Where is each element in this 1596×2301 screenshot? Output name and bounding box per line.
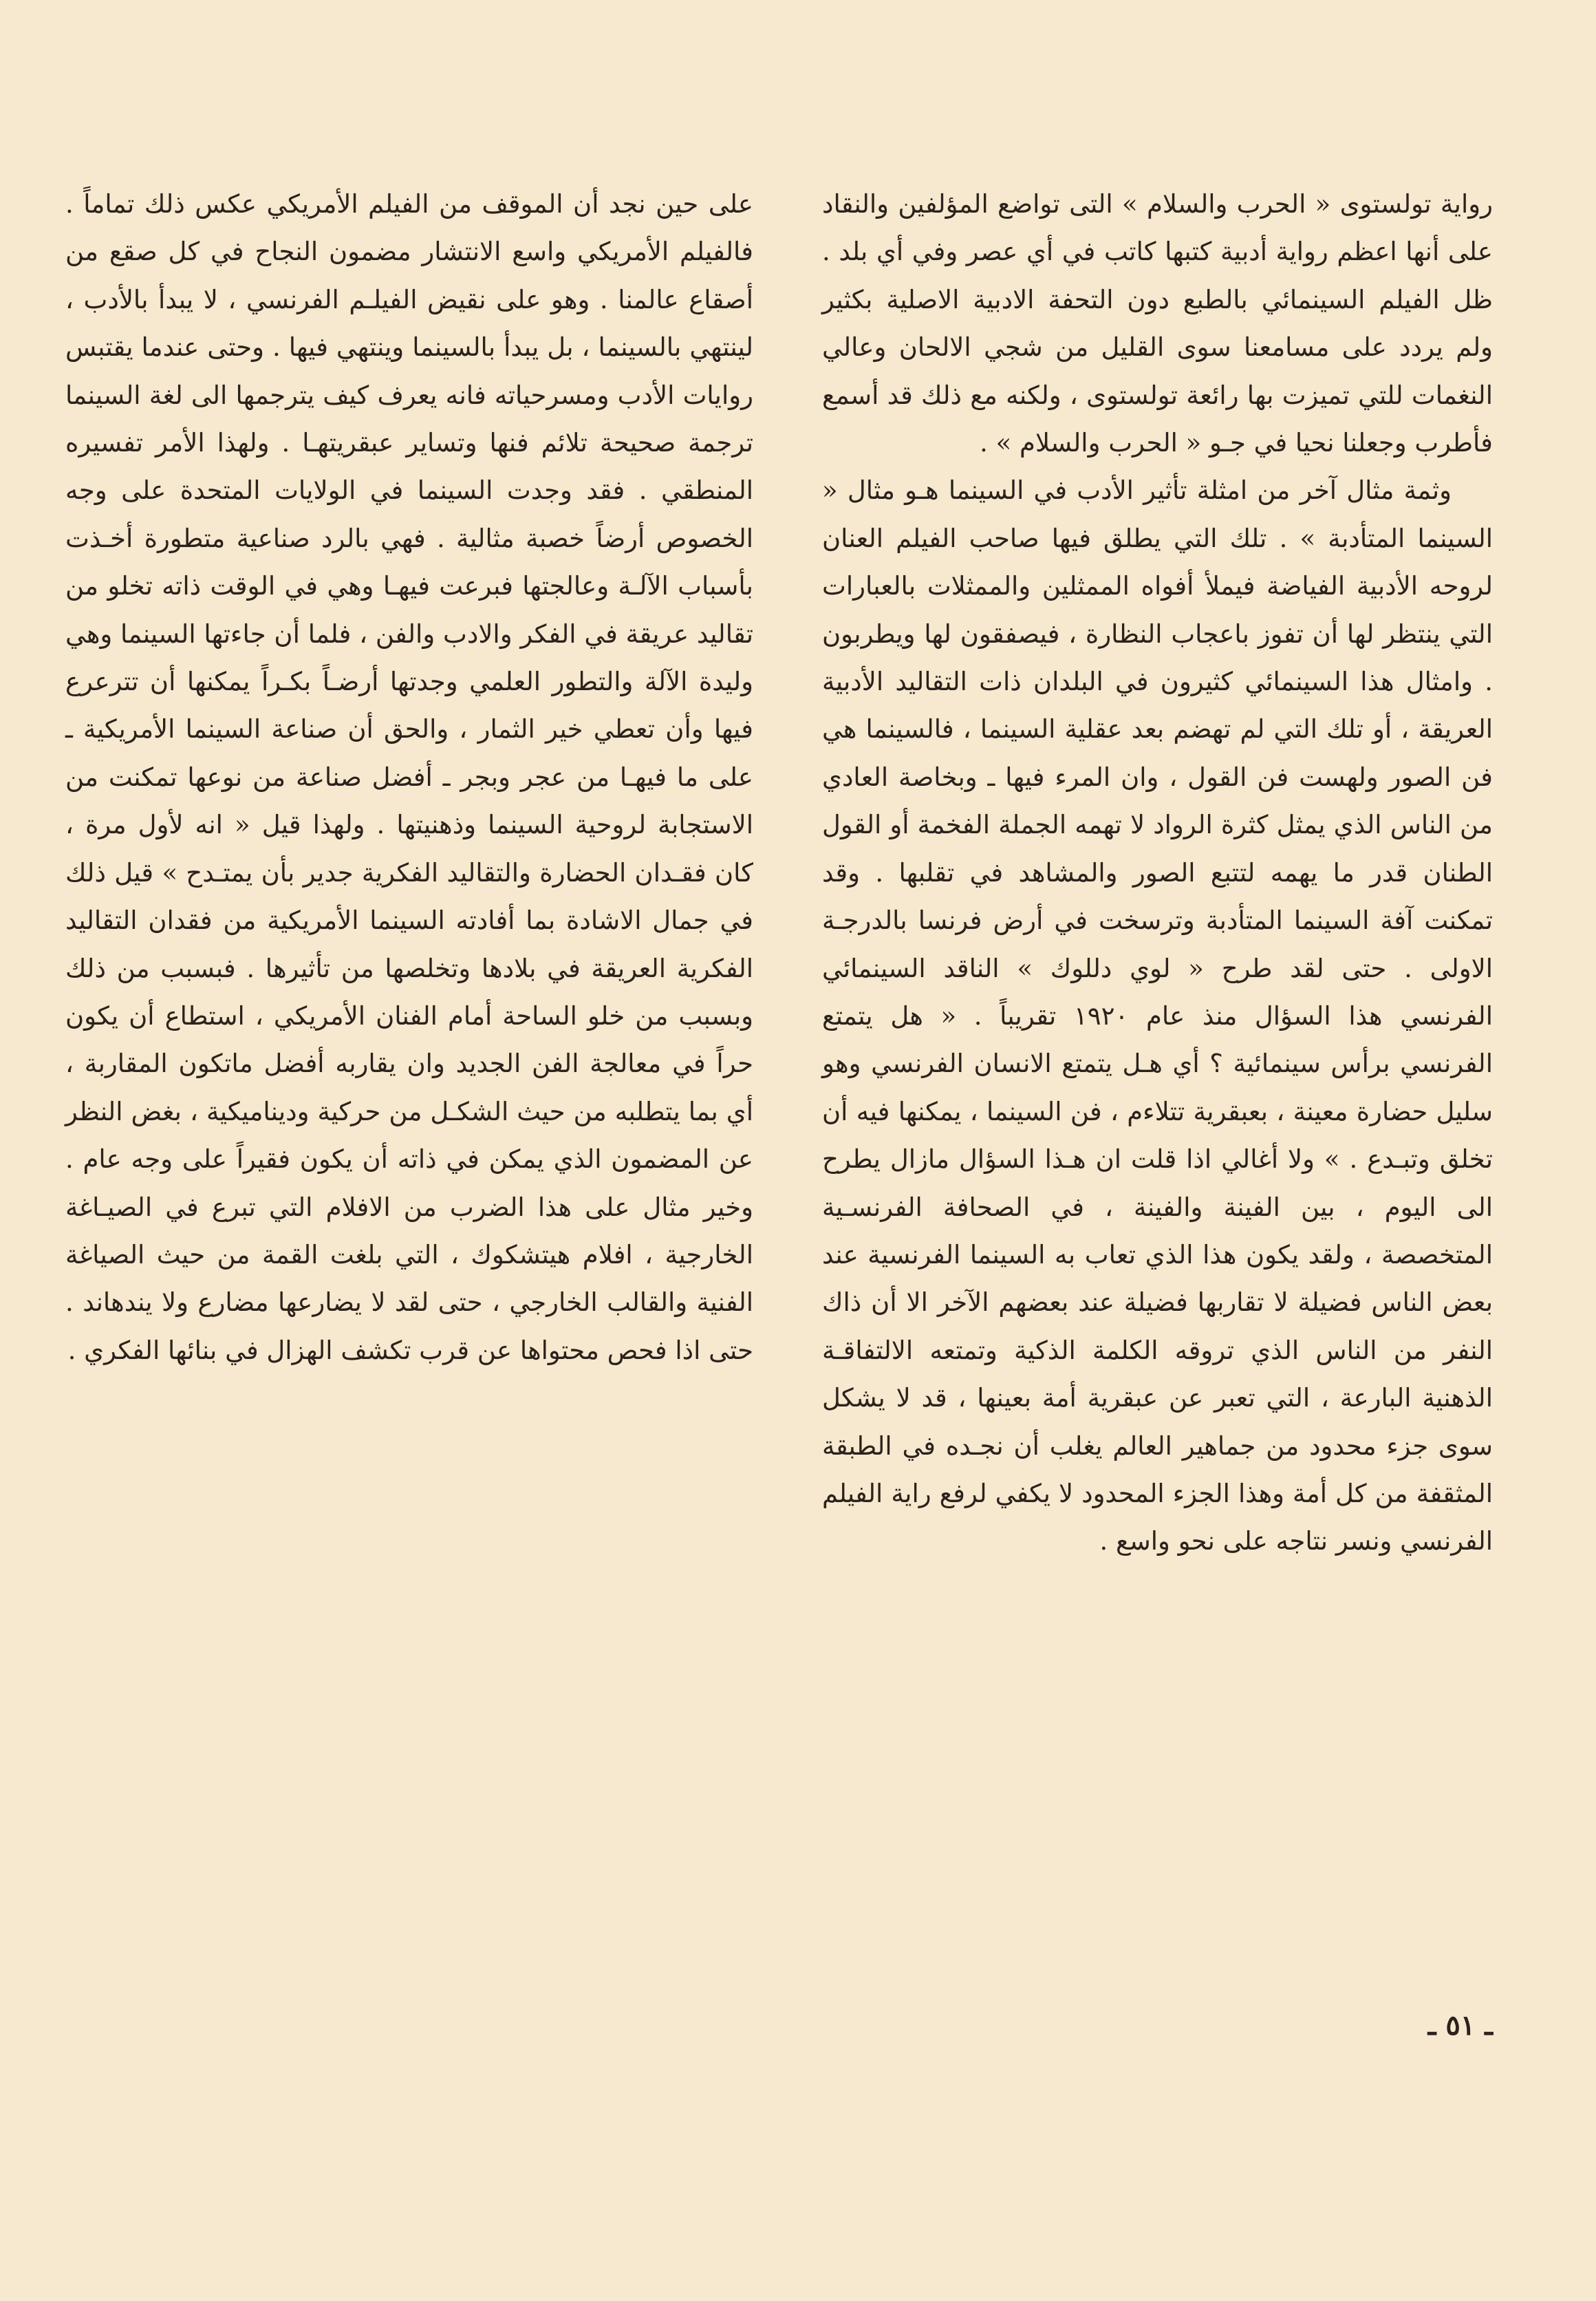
right-paragraph-1: رواية تولستوى « الحرب والسلام » التى تواضع المؤلفين والنقاد على أنها اعظم رواية أدبية كتبها كاتب في أي عصر وفي أي بلد . ظل الفيلم السينمائي بالطبع دون التحفة الادبية الاصلية بكثير ولم يردد على مسامعنا سوى القليل من شجي الالحان وعالي النغمات للتي تميزت بها رائعة تولستوى ، ولكنه مع ذلك قد أسمع فأطرب وجعلنا نحيا في جـو « الحرب والسلام » . [822,189,1493,458]
right-paragraph-2: وثمة مثال آخر من امثلة تأثير الأدب في السينما هـو مثال « السينما المتأدبة » . تلك التي يطلق فيها صاحب الفيلم العنان لروحه الأدبية الفياضة فيملأ أفواه الممثلين والممثلات بالعبارات التي ينتظر لها أن تفوز باعجاب النظارة ، فيصفقون لها ويطربون . وامثال هذا السينمائي كثيرون في البلدان ذات التقاليد الأدبية العريقة ، أو تلك التي لم تهضم بعد عقلية السينما ، فالسينما هي فن الصور ولهست فن القول ، وان المرء فيها ـ وبخاصة العادي من الناس الذي يمثل كثرة الرواد لا تهمه الجملة الفخمة أو القول الطنان قدر ما يهمه لتتبع الصور والمشاهد في تقلبها . وقد تمكنت آفة السينما المتأدبة وترسخت في أرض فرنسا بالدرجـة الاولى . حتى لقد طرح « لوي دللوك » الناقد السينمائي الفرنسي هذا السؤال منذ عام ١٩٢٠ تقريباً . « هل يتمتع الفرنسي برأس سينمائية ؟ أي هـل يتمتع الانسان الفرنسي وهو سليل حضارة معينة ، بعبقرية تتلاءم ، فن السينما ، يمكنها فيه أن تخلق وتبـدع . » ولا أغالي اذا قلت ان هـذا السؤال مازال يطرح الى اليوم ، بين الفينة والفينة ، في الصحافة الفرنسـية المتخصصة ، ولقد يكون هذا الذي تعاب به السينما الفرنسية عند بعض الناس فضيلة لا تقاربها فضيلة عند بعضهم الآخر الا أن ذاك النفر من الناس الذي تروقه الكلمة الذكية وتمتعه الالتفاقـة الذهنية البارعة ، التي تعبر عن عبقرية أمة بعينها ، قد لا يشكل سوى جزء محدود من جماهير العالم يغلب أن نجـده في الطبقة المثقفة من كل أمة وهذا الجزء المحدود لا يكفي لرفع راية الفيلم الفرنسي ونسر نتاجه على نحو واسع . [822,475,1493,1556]
left-column [65,180,753,1374]
right-column [822,180,1493,1565]
left-paragraph-1: على حين نجد أن الموقف من الفيلم الأمريكي عكس ذلك تماماً . فالفيلم الأمريكي واسع الانتشار مضمون النجاح في كل صقع من أصقاع عالمنا . وهو على نقيض الفيلـم الفرنسي ، لا يبدأ بالأدب ، لينتهي بالسينما ، بل يبدأ بالسينما وينتهي فيها . وحتى عندما يقتبس روايات الأدب ومسرحياته فانه يعرف كيف يترجمها الى لغة السينما ترجمة صحيحة تلائم فنها وتساير عبقريتهـا . ولهذا الأمر تفسيره المنطقي . فقد وجدت السينما في الولايات المتحدة على وجه الخصوص أرضاً خصبة مثالية . فهي بالرد صناعية متطورة أخـذت بأسباب الآلـة وعالجتها فبرعت فيهـا وهي في الوقت ذاته تخلو من تقاليد عريقة في الفكر والادب والفن ، فلما أن جاءتها السينما وهي وليدة الآلة والتطور العلمي وجدتها أرضـاً بكـراً يمكنها أن تترعرع فيها وأن تعطي خير الثمار ، والحق أن صناعة السينما الأمريكية ـ على ما فيهـا من عجر وبجر ـ أفضل صناعة من نوعها تمكنت من الاستجابة لروحية السينما وذهنيتها . ولهذا قيل « انه لأول مرة ، كان فقـدان الحضارة والتقاليد الفكرية جدير بأن يمتـدح » قيل ذلك في جمال الاشادة بما أفادته السينما الأمريكية من فقدان التقاليد الفكرية العريقة في بلادها وتخلصها من تأثيرها . فبسبب من ذلك وبسبب من خلو الساحة أمام الفنان الأمريكي ، استطاع أن يكون حراً في معالجة الفن الجديد وان يقاربه أفضل ماتكون المقاربة ، أي بما يتطلبه من حيث الشكـل من حركية وديناميكية ، بغض النظر عن المضمون الذي يمكن في ذاته أن يكون فقيراً على وجه عام . وخير مثال على هذا الضرب من الافلام التي تبرع في الصيـاغة الخارجية ، افلام هيتشكوك ، التي بلغت القمة من حيث الصياغة الفنية والقالب الخارجي ، حتى لقد لا يضارعها مضارع ولا يندهاند . حتى اذا فحص محتواها عن قرب تكشف الهزال في بنائها الفكري . [65,189,753,1365]
page-number: ـ ٥١ ـ [1427,2009,1493,2042]
